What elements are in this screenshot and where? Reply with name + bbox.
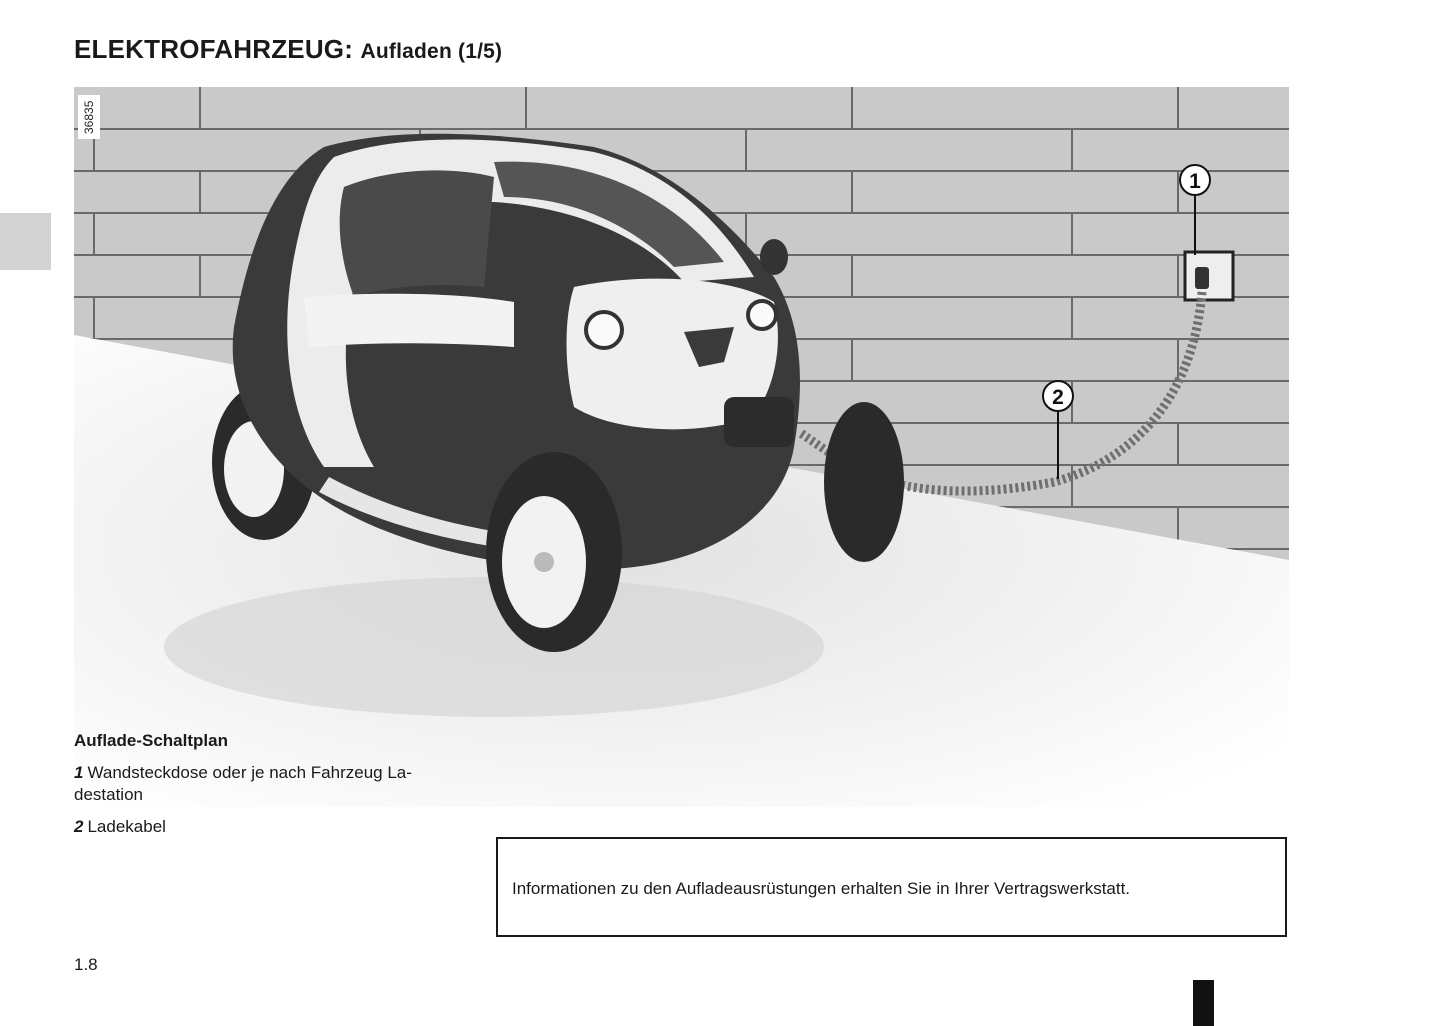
legend-item-text: Ladekabel (87, 817, 166, 836)
legend-item-text: Wandsteckdose oder je nach Fahrzeug La-destation (74, 763, 412, 804)
page-title (74, 34, 502, 65)
legend-item-number: 1 (74, 763, 84, 782)
charging-illustration (74, 87, 1289, 807)
info-box-text: Informationen zu den Aufladeausrüstungen erhalten Sie in Ihrer Vertragswerkstatt. (512, 879, 1131, 898)
callout-1-label: 1 (1189, 170, 1201, 193)
title-sub: Aufladen (1/5) (360, 40, 503, 63)
illustration-svg (74, 87, 1289, 807)
edge-thumb-mark (1193, 980, 1214, 1026)
info-box (496, 837, 1287, 937)
legend-item (74, 762, 454, 806)
legend (74, 730, 454, 848)
figure-code: 36835 (78, 95, 100, 139)
side-tab-marker (0, 213, 51, 270)
callout-2-label: 2 (1052, 386, 1064, 409)
wall-socket (1185, 252, 1233, 300)
legend-item (74, 816, 454, 838)
page-number: 1.8 (74, 955, 98, 974)
legend-title: Auflade-Schaltplan (74, 731, 228, 750)
legend-item-number: 2 (74, 817, 84, 836)
title-main: ELEKTROFAHRZEUG: (74, 34, 354, 64)
